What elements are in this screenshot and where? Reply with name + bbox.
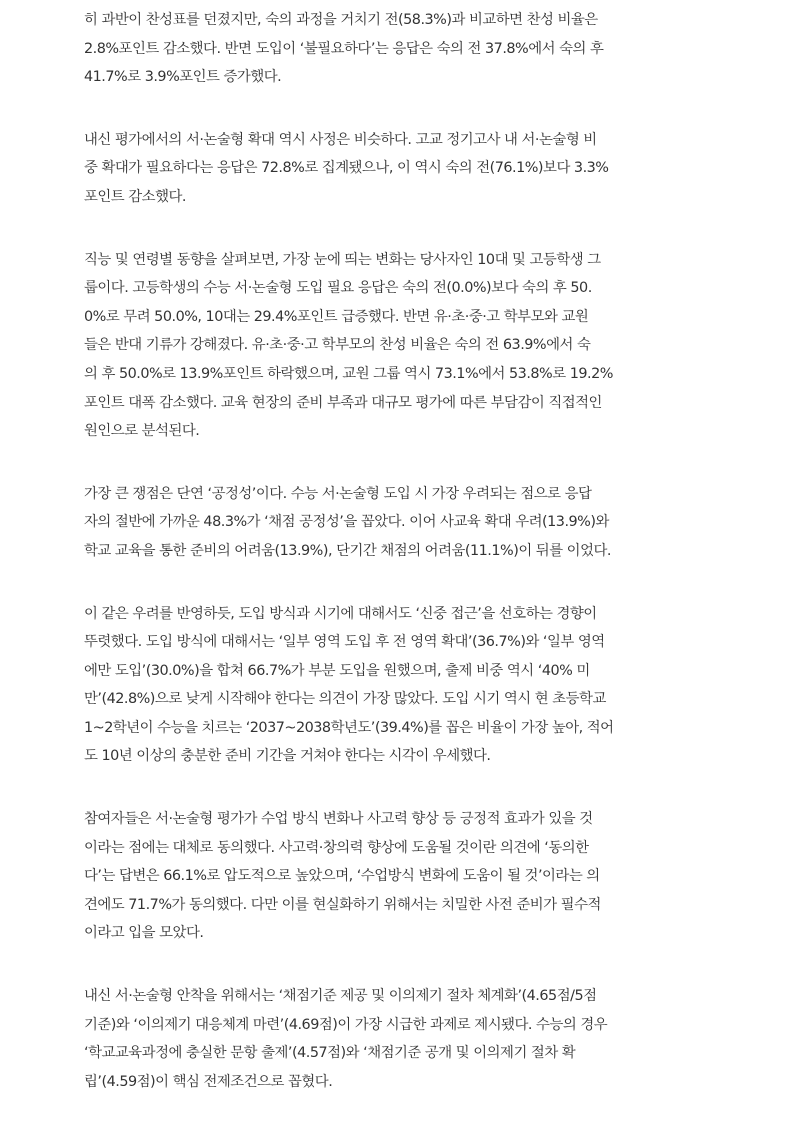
text-line: 이라고 입을 모았다.: [84, 925, 204, 942]
text-line: 중 확대가 필요하다는 응답은 72.8%로 집계됐으나, 이 역시 숙의 전(76.1%)보다 3.3%: [84, 160, 609, 177]
text-line: 만’(42.8%)으로 낮게 시작해야 한다는 의견이 가장 많았다. 도입 시기 역시 현 초등학교: [84, 691, 606, 708]
text-line: 룹이다. 고등학생의 수능 서·논술형 도입 필요 응답은 숙의 전(0.0%)보다 숙의 후 50.: [84, 280, 592, 297]
text-line: 기준)와 ‘이의제기 대응체계 마련’(4.69점)이 가장 시급한 과제로 제시됐다. 수능의 경우: [84, 1016, 608, 1033]
text-line: 이라는 점에는 대체로 동의했다. 사고력·창의력 향상에 도움될 것이란 의견에 ‘동의한: [84, 839, 589, 856]
text-line: 포인트 대폭 감소했다. 교육 현장의 준비 부족과 대규모 평가에 따른 부담감이 직접적인: [84, 394, 602, 411]
text-line: 내신 평가에서의 서·논술형 확대 역시 사정은 비슷하다. 고교 정기고사 내 서·논술형 비: [84, 131, 597, 148]
text-line: 학교 교육을 통한 준비의 어려움(13.9%), 단기간 채점의 어려움(11.1%)이 뒤를 이었다.: [84, 542, 611, 559]
text-line: 0%로 무려 50.0%, 10대는 29.4%포인트 급증했다. 반면 유·초·중·고 학부모와 교원: [84, 308, 589, 325]
text-line: 립’(4.59점)이 핵심 전제조건으로 꼽혔다.: [84, 1073, 333, 1090]
text-line: 2.8%포인트 감소했다. 반면 도입이 ‘불필요하다’는 응답은 숙의 전 37.8%에서 숙의 후: [84, 40, 604, 57]
paragraph-5: [84, 600, 712, 772]
text-line: ‘학교교육과정에 충실한 문항 출제’(4.57점)와 ‘채점기준 공개 및 이의제기 절차 확: [84, 1045, 576, 1062]
text-line: 히 과반이 찬성표를 던졌지만, 숙의 과정을 거치기 전(58.3%)과 비교하면 찬성 비율은: [84, 12, 598, 28]
text-line: 원인으로 분석된다.: [84, 423, 200, 440]
text-line: 참여자들은 서·논술형 평가가 수업 방식 변화나 사고력 향상 등 긍정적 효과가 있을 것: [84, 811, 593, 828]
paragraph-3: [84, 246, 712, 446]
article-body: [84, 6, 712, 1130]
text-line: 도 10년 이상의 충분한 준비 기간을 거쳐야 한다는 시각이 우세했다.: [84, 748, 491, 765]
text-line: 견에도 71.7%가 동의했다. 다만 이를 현실화하기 위해서는 치밀한 사전 준비가 필수적: [84, 896, 601, 913]
text-line: 직능 및 연령별 동향을 살펴보면, 가장 눈에 띄는 변화는 당사자인 10대 및 고등학생 그: [84, 251, 601, 268]
text-line: 의 후 50.0%로 13.9%포인트 하락했으며, 교원 그룹 역시 73.1%에서 53.8%로 19.2%: [84, 365, 613, 382]
text-line: 내신 서·논술형 안착을 위해서는 ‘채점기준 제공 및 이의제기 절차 체계화’(4.65점/5점: [84, 988, 597, 1005]
text-line: 들은 반대 기류가 강해졌다. 유·초·중·고 학부모의 찬성 비율은 숙의 전 63.9%에서 숙: [84, 337, 591, 354]
paragraph-1: [84, 6, 712, 92]
paragraph-6: [84, 805, 712, 948]
paragraph-4: [84, 480, 712, 566]
paragraph-7: [84, 982, 712, 1096]
text-line: 다’는 답변은 66.1%로 압도적으로 높았으며, ‘수업방식 변화에 도움이 될 것’이라는 의: [84, 868, 600, 885]
text-line: 이 같은 우려를 반영하듯, 도입 방식과 시기에 대해서도 ‘신중 접근’을 선호하는 경향이: [84, 605, 597, 622]
text-line: 뚜렷했다. 도입 방식에 대해서는 ‘일부 영역 도입 후 전 영역 확대’(36.7%)와 ‘일부 영역: [84, 634, 605, 651]
text-line: 1~2학년이 수능을 치르는 ‘2037~2038학년도’(39.4%)를 꼽은 비율이 가장 높아, 적어: [84, 719, 614, 736]
text-line: 자의 절반에 가까운 48.3%가 ‘채점 공정성’을 꼽았다. 이어 사교육 확대 우려(13.9%)와: [84, 514, 609, 531]
paragraph-2: [84, 126, 712, 212]
text-line: 에만 도입’(30.0%)을 합쳐 66.7%가 부분 도입을 원했으며, 출제 비중 역시 ‘40% 미: [84, 662, 590, 679]
text-line: 가장 큰 쟁점은 단연 ‘공정성’이다. 수능 서·논술형 도입 시 가장 우려되는 점으로 응답: [84, 485, 592, 502]
text-line: 41.7%로 3.9%포인트 증가했다.: [84, 69, 282, 86]
text-line: 포인트 감소했다.: [84, 188, 186, 205]
